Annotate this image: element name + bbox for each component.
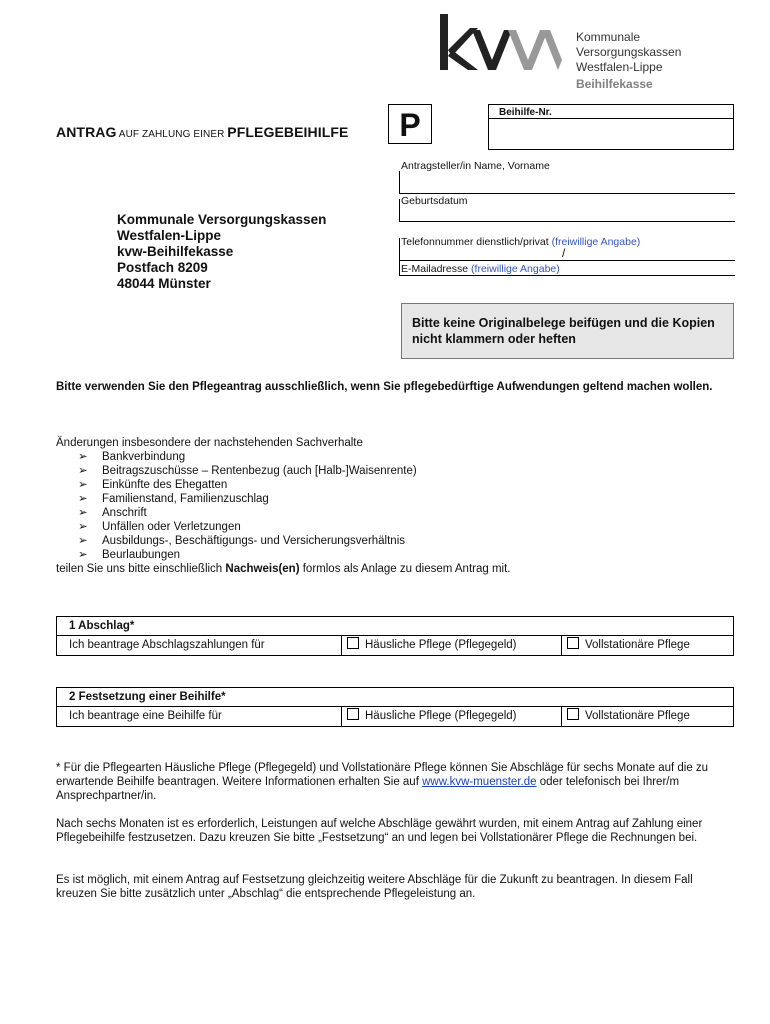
section-festsetzung-title: 2 Festsetzung einer Beihilfe* <box>57 688 733 707</box>
address-line-1: Kommunale Versorgungskassen <box>117 212 327 227</box>
email-optional: (freiwillige Angabe) <box>471 263 560 275</box>
changes-heading: Änderungen insbesondere der nachstehenden Sachverhalte <box>56 437 363 449</box>
list-item-text: Unfällen oder Verletzungen <box>102 521 241 533</box>
option-label: Vollstationäre Pflege <box>585 639 690 651</box>
changes-footer <box>56 562 736 576</box>
telefon-optional: (freiwillige Angabe) <box>551 236 641 248</box>
checkbox-vollstationaer-festsetzung[interactable] <box>567 708 579 720</box>
list-item-text: Ausbildungs-, Beschäftigungs- und Versicherungsverhältnis <box>102 535 406 547</box>
abschlag-vollstationaer-option[interactable] <box>567 636 690 655</box>
name-label: Antragsteller/in Name, Vorname <box>401 160 550 172</box>
beihilfe-nr-box <box>488 104 734 150</box>
address-line-5: 48044 Münster <box>117 276 211 291</box>
list-item-text: Familienstand, Familienzuschlag <box>102 493 269 505</box>
list-item-text: Beitragszuschüsse – Rentenbezug (auch [Halb-]Waisenrente) <box>102 465 417 477</box>
name-field[interactable] <box>399 171 735 194</box>
divider <box>341 707 342 726</box>
address-line-3: kvw-Beihilfekasse <box>117 244 234 259</box>
section-festsetzung-label: Ich beantrage eine Beihilfe für <box>69 710 222 722</box>
email-field[interactable] <box>399 253 735 276</box>
title-antrag: ANTRAG <box>56 124 117 140</box>
telefon-label: Telefonnummer dienstlich/privat <box>401 236 549 248</box>
list-item-text: Anschrift <box>102 507 147 519</box>
logo-line-3: Westfalen-Lippe <box>576 60 663 74</box>
divider <box>341 636 342 655</box>
section-abschlag-row <box>57 636 733 655</box>
festsetzung-vollstationaer-option[interactable] <box>567 707 690 726</box>
arrow-bullet-icon: ➢ <box>78 535 88 547</box>
title-middle: AUF ZAHLUNG EINER <box>116 129 228 140</box>
list-item <box>56 534 736 548</box>
checkbox-haeusliche-festsetzung[interactable] <box>347 708 359 720</box>
address-line-4: Postfach 8209 <box>117 260 208 275</box>
telefon-separator: / <box>562 246 566 260</box>
kvw-logo-mark-icon <box>438 14 562 72</box>
list-item <box>56 450 736 464</box>
option-label: Häusliche Pflege (Pflegegeld) <box>365 710 517 722</box>
list-item <box>56 506 736 520</box>
beihilfe-nr-label: Beihilfe-Nr. <box>499 107 552 118</box>
footnote-1-text-end: oder telefonisch bei Ihrer/m Ansprechpartner/in. <box>56 776 680 802</box>
list-item <box>56 464 736 478</box>
list-item-text: Bankverbindung <box>102 451 186 463</box>
changes-section <box>56 436 736 576</box>
option-label: Häusliche Pflege (Pflegegeld) <box>365 639 517 651</box>
list-item <box>56 520 736 534</box>
section-abschlag <box>56 616 734 656</box>
section-festsetzung <box>56 687 734 727</box>
title-pflegebeihilfe: PFLEGEBEIHILFE <box>227 124 349 140</box>
logo-line-2: Versorgungskassen <box>576 45 682 59</box>
arrow-bullet-icon: ➢ <box>78 521 88 533</box>
email-label: E-Mailadresse <box>401 263 469 275</box>
logo-line-1: Kommunale <box>576 30 641 44</box>
arrow-bullet-icon: ➢ <box>78 549 88 561</box>
list-item <box>56 492 736 506</box>
arrow-bullet-icon: ➢ <box>78 507 88 519</box>
checkbox-vollstationaer-abschlag[interactable] <box>567 637 579 649</box>
footnote-3: Es ist möglich, mit einem Antrag auf Festsetzung gleichzeitig weitere Abschläge für die Zukunft zu beantragen. In diesem Fall kreuzen Sie bitte zusätzlich unter „Abschlag“ die entsprechende Pflegeleistung an. <box>56 874 693 900</box>
kvw-logo <box>438 14 562 72</box>
changes-footer-text-2: formlos als Anlage zu diesem Antrag mit. <box>299 563 511 575</box>
notice-box: Bitte keine Originalbelege beifügen und die Kopien nicht klammern oder heften <box>401 303 734 359</box>
page-title <box>56 124 348 140</box>
festsetzung-haeusliche-option[interactable] <box>347 707 517 726</box>
arrow-bullet-icon: ➢ <box>78 465 88 477</box>
divider <box>561 636 562 655</box>
list-item-text: Einkünfte des Ehegatten <box>102 479 228 491</box>
logo-text <box>576 30 681 92</box>
changes-footer-text-1: teilen Sie uns bitte einschließlich <box>56 563 226 575</box>
recipient-address <box>117 212 326 292</box>
list-item <box>56 548 736 562</box>
footnote-2: Nach sechs Monaten ist es erforderlich, Leistungen auf welche Abschläge gewährt wurden, mit einem Antrag auf Zahlung einer Pflegebeihilfe festzusetzen. Dazu kreuzen Sie bitte „Festsetzung“ an und legen bei Vollstationärer Pflege die Rechnungen bei. <box>56 818 703 844</box>
list-item <box>56 478 736 492</box>
arrow-bullet-icon: ➢ <box>78 479 88 491</box>
form-type-badge: P <box>388 104 432 144</box>
arrow-bullet-icon: ➢ <box>78 451 88 463</box>
section-abschlag-label: Ich beantrage Abschlagszahlungen für <box>69 639 265 651</box>
geburtsdatum-label: Geburtsdatum <box>401 195 468 207</box>
beihilfe-nr-input[interactable] <box>491 121 733 147</box>
footnote-1 <box>56 761 736 803</box>
abschlag-haeusliche-option[interactable] <box>347 636 517 655</box>
divider <box>561 707 562 726</box>
footnote-1-text: * Für die Pflegearten Häusliche Pflege (Pflegegeld) und Vollstationäre Pflege können Sie Abschläge für sechs Monate auf die zu erwartende Beihilfe beantragen. Weitere Informationen erhalten Sie auf <box>56 762 709 788</box>
section-festsetzung-row <box>57 707 733 726</box>
logo-line-4: Beihilfekasse <box>576 77 653 91</box>
arrow-bullet-icon: ➢ <box>78 493 88 505</box>
option-label: Vollstationäre Pflege <box>585 710 690 722</box>
changes-footer-bold: Nachweis(en) <box>225 563 300 575</box>
geburtsdatum-field[interactable] <box>399 199 735 222</box>
checkbox-haeusliche-abschlag[interactable] <box>347 637 359 649</box>
intro-text: Bitte verwenden Sie den Pflegeantrag ausschließlich, wenn Sie pflegebedürftige Aufwendungen geltend machen wollen. <box>56 381 713 393</box>
changes-list <box>56 450 736 562</box>
beihilfe-nr-divider <box>489 118 733 119</box>
address-line-2: Westfalen-Lippe <box>117 228 222 243</box>
kvw-website-link[interactable]: www.kvw-muenster.de <box>422 776 537 788</box>
list-item-text: Beurlaubungen <box>102 549 181 561</box>
section-abschlag-title: 1 Abschlag* <box>57 617 733 636</box>
